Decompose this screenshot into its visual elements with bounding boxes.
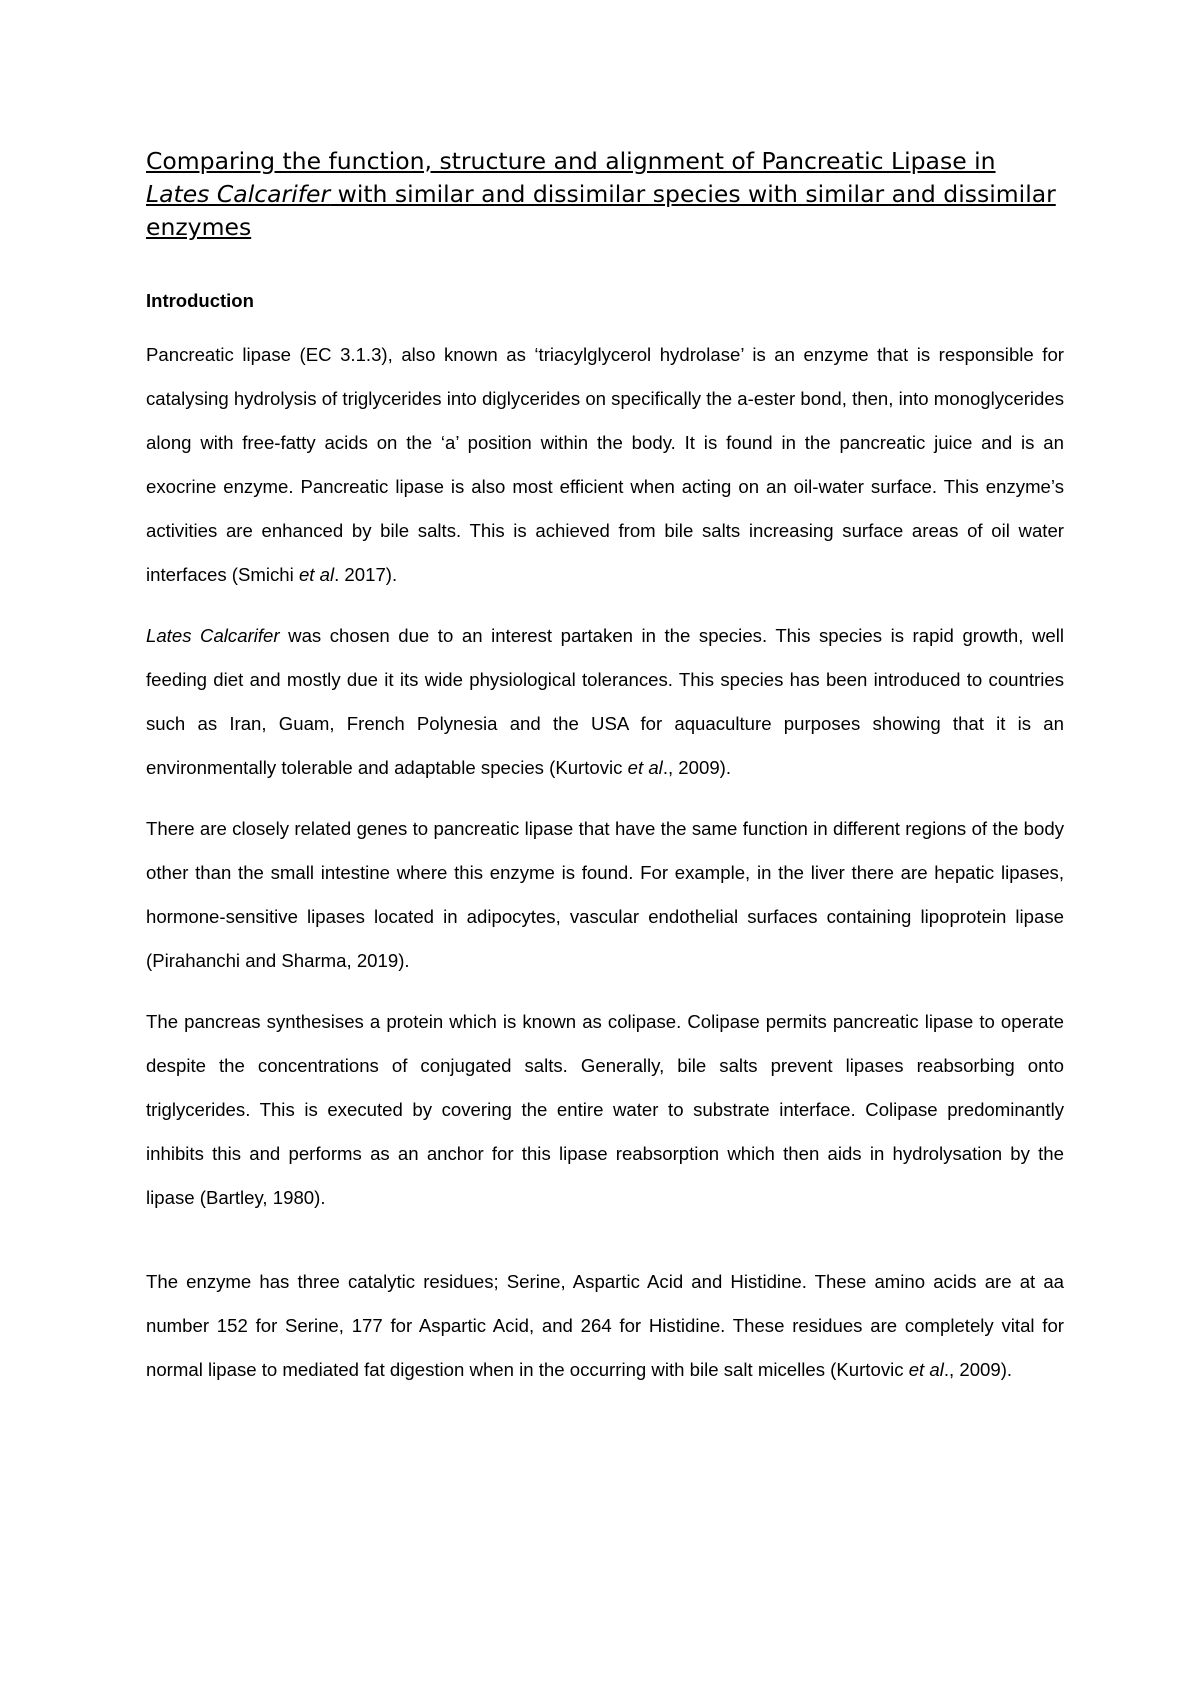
- paragraph-2-citation-end: ., 2009).: [662, 757, 732, 778]
- paragraph-5-citation-end: ., 2009).: [943, 1359, 1013, 1380]
- paragraph-2-species-name: Lates Calcarifer: [146, 625, 280, 646]
- title-text-part2: with similar and dissimilar species with similar and dissimilar enzymes: [146, 180, 1056, 241]
- document-body: [146, 145, 1064, 1409]
- paragraph-colipase: The pancreas synthesises a protein which is known as colipase. Colipase permits pancreatic lipase to operate despite the concentrations of conjugated salts. Generally, bile salts prevent lipases reabsorbing onto triglycerides. This is executed by covering the entire water to substrate interface. Colipase predominantly inhibits this and performs as an anchor for this lipase reabsorption which then aids in hydrolysation by the lipase (Bartley, 1980).: [146, 1011, 1064, 1208]
- paragraph-catalytic-residues: [146, 1260, 1064, 1392]
- paragraph-related-genes: There are closely related genes to pancreatic lipase that have the same function in different regions of the body other than the small intestine where this enzyme is found. For example, in the liver there are hepatic lipases, hormone-sensitive lipases located in adipocytes, vascular endothelial surfaces containing lipoprotein lipase (Pirahanchi and Sharma, 2019).: [146, 818, 1064, 971]
- title-species-name: Lates Calcarifer: [146, 180, 331, 208]
- section-heading-introduction: Introduction: [146, 290, 254, 311]
- paragraph-5-et-al: et al: [908, 1359, 944, 1380]
- paragraph-1-text: Pancreatic lipase (EC 3.1.3), also known as ‘triacylglycerol hydrolase’ is an enzyme that is responsible for catalysing hydrolysis of triglycerides into diglycerides on specifically the a-ester bond, then, into monoglycerides along with free-fatty acids on the ‘a’ position within the body. It is found in the pancreatic juice and is an exocrine enzyme. Pancreatic lipase is also most efficient when acting on an oil-water surface. This enzyme’s activities are enhanced by bile salts. This is achieved from bile salts increasing surface areas of oil water interfaces (Smichi: [146, 344, 1064, 585]
- paragraph-2-text: was chosen due to an interest partaken in the species. This species is rapid growth, well feeding diet and mostly due it its wide physiological tolerances. This species has been introduced to countries such as Iran, Guam, French Polynesia and the USA for aquaculture purposes showing that it is an environmentally tolerable and adaptable species (Kurtovic: [146, 625, 1064, 778]
- paragraph-1-citation-end: . 2017).: [334, 564, 398, 585]
- document-title: [146, 145, 1064, 244]
- title-text-part1: Comparing the function, structure and alignment of Pancreatic Lipase in: [146, 147, 996, 175]
- paragraph-1-et-al: et al: [298, 564, 335, 585]
- paragraph-lates-calcarifer: [146, 614, 1064, 790]
- paragraph-2-et-al: et al: [627, 757, 663, 778]
- paragraph-pancreatic-lipase: [146, 333, 1064, 597]
- paragraph-5-text: The enzyme has three catalytic residues; Serine, Aspartic Acid and Histidine. These amino acids are at aa number 152 for Serine, 177 for Aspartic Acid, and 264 for Histidine. These residues are completely vital for normal lipase to mediated fat digestion when in the occurring with bile salt micelles (Kurtovic: [146, 1271, 1064, 1380]
